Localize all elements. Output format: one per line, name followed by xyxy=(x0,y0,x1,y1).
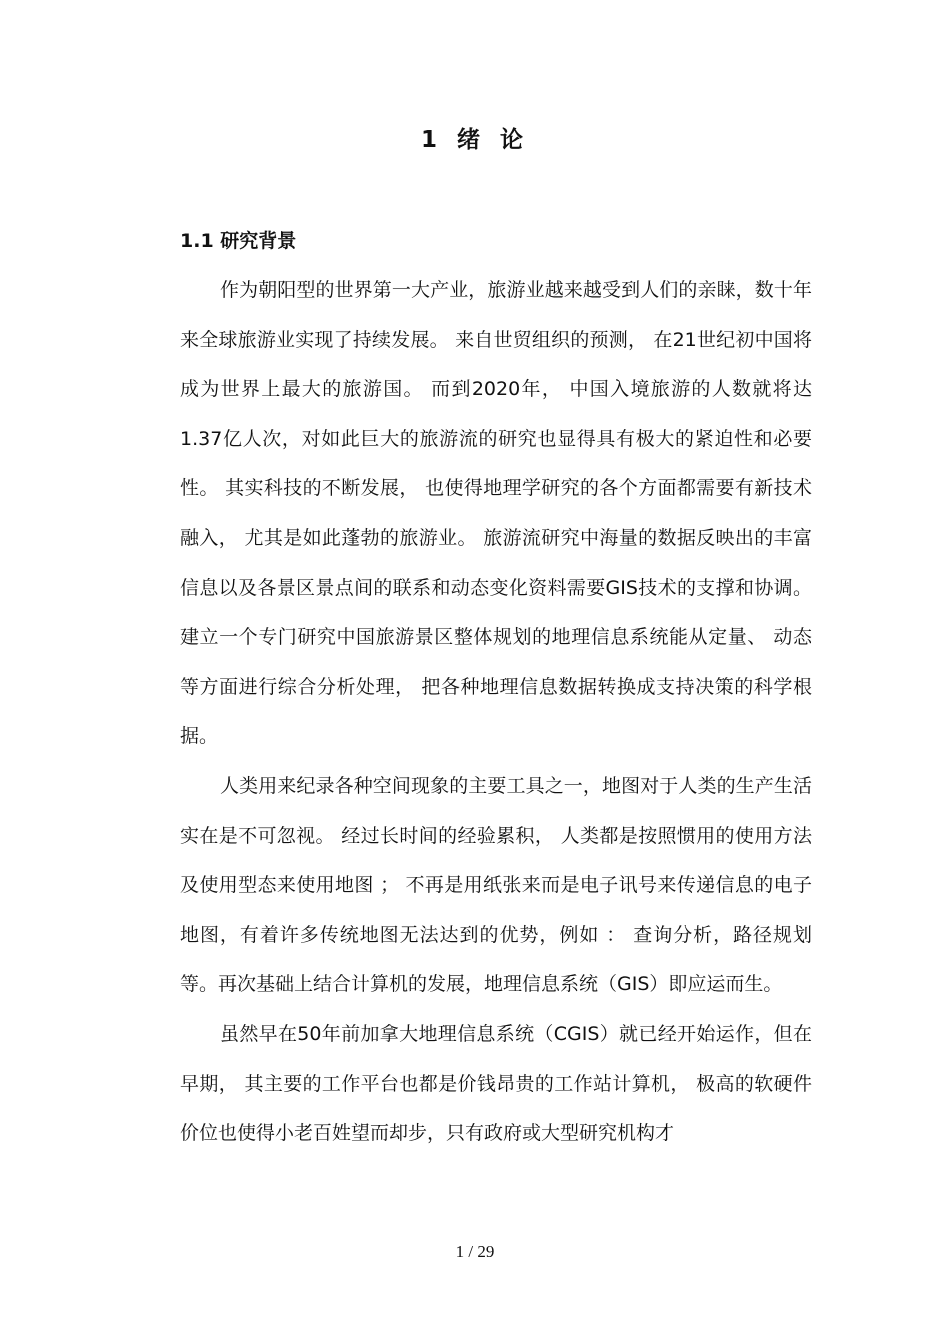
paragraph-tourism-background: 作为朝阳型的世界第一大产业，旅游业越来越受到人们的亲睐，数十年来全球旅游业实现了持续发展。 来自世贸组织的预测， 在21世纪初中国将成为世界上最大的旅游国。 而到2020年， 中国入境旅游的人数就将达1.37亿人次，对如此巨大的旅游流的研究也显得具有极大的紧迫性和必要性。 其实科技的不断发展， 也使得地理学研究的各个方面都需要有新技术融入， 尤其是如此蓬勃的旅游业。 旅游流研究中海量的数据反映出的丰富信息以及各景区景点间的联系和动态变化资料需要GIS技术的支撑和协调。建立一个专门研究中国旅游景区整体规划的地理信息系统能从定量、 动态等方面进行综合分析处理， 把各种地理信息数据转换成支持决策的科学根据。 xyxy=(180,279,812,748)
paragraph-cgis-history: 虽然早在50年前加拿大地理信息系统（CGIS）就已经开始运作，但在早期， 其主要的工作平台也都是价钱昂贵的工作站计算机， 极高的软硬件价位也使得小老百姓望而却步，只有政府或大型研究机构才 xyxy=(180,1022,812,1145)
chapter-title: 1 绪 论 xyxy=(420,127,530,153)
section-heading: 1.1 研究背景 xyxy=(180,230,297,252)
body-text xyxy=(180,266,812,1159)
page-number: 1 / 29 xyxy=(455,1242,495,1261)
paragraph-electronic-maps: 人类用来纪录各种空间现象的主要工具之一，地图对于人类的生产生活实在是不可忽视。 经过长时间的经验累积， 人类都是按照惯用的使用方法及使用型态来使用地图 ； 不再是用纸张来而是电子讯号来传递信息的电子地图，有着许多传统地图无法达到的优势，例如 ： 查询分析，路径规划等。再次基础上结合计算机的发展，地理信息系统（GIS）即应运而生。 xyxy=(180,774,812,996)
